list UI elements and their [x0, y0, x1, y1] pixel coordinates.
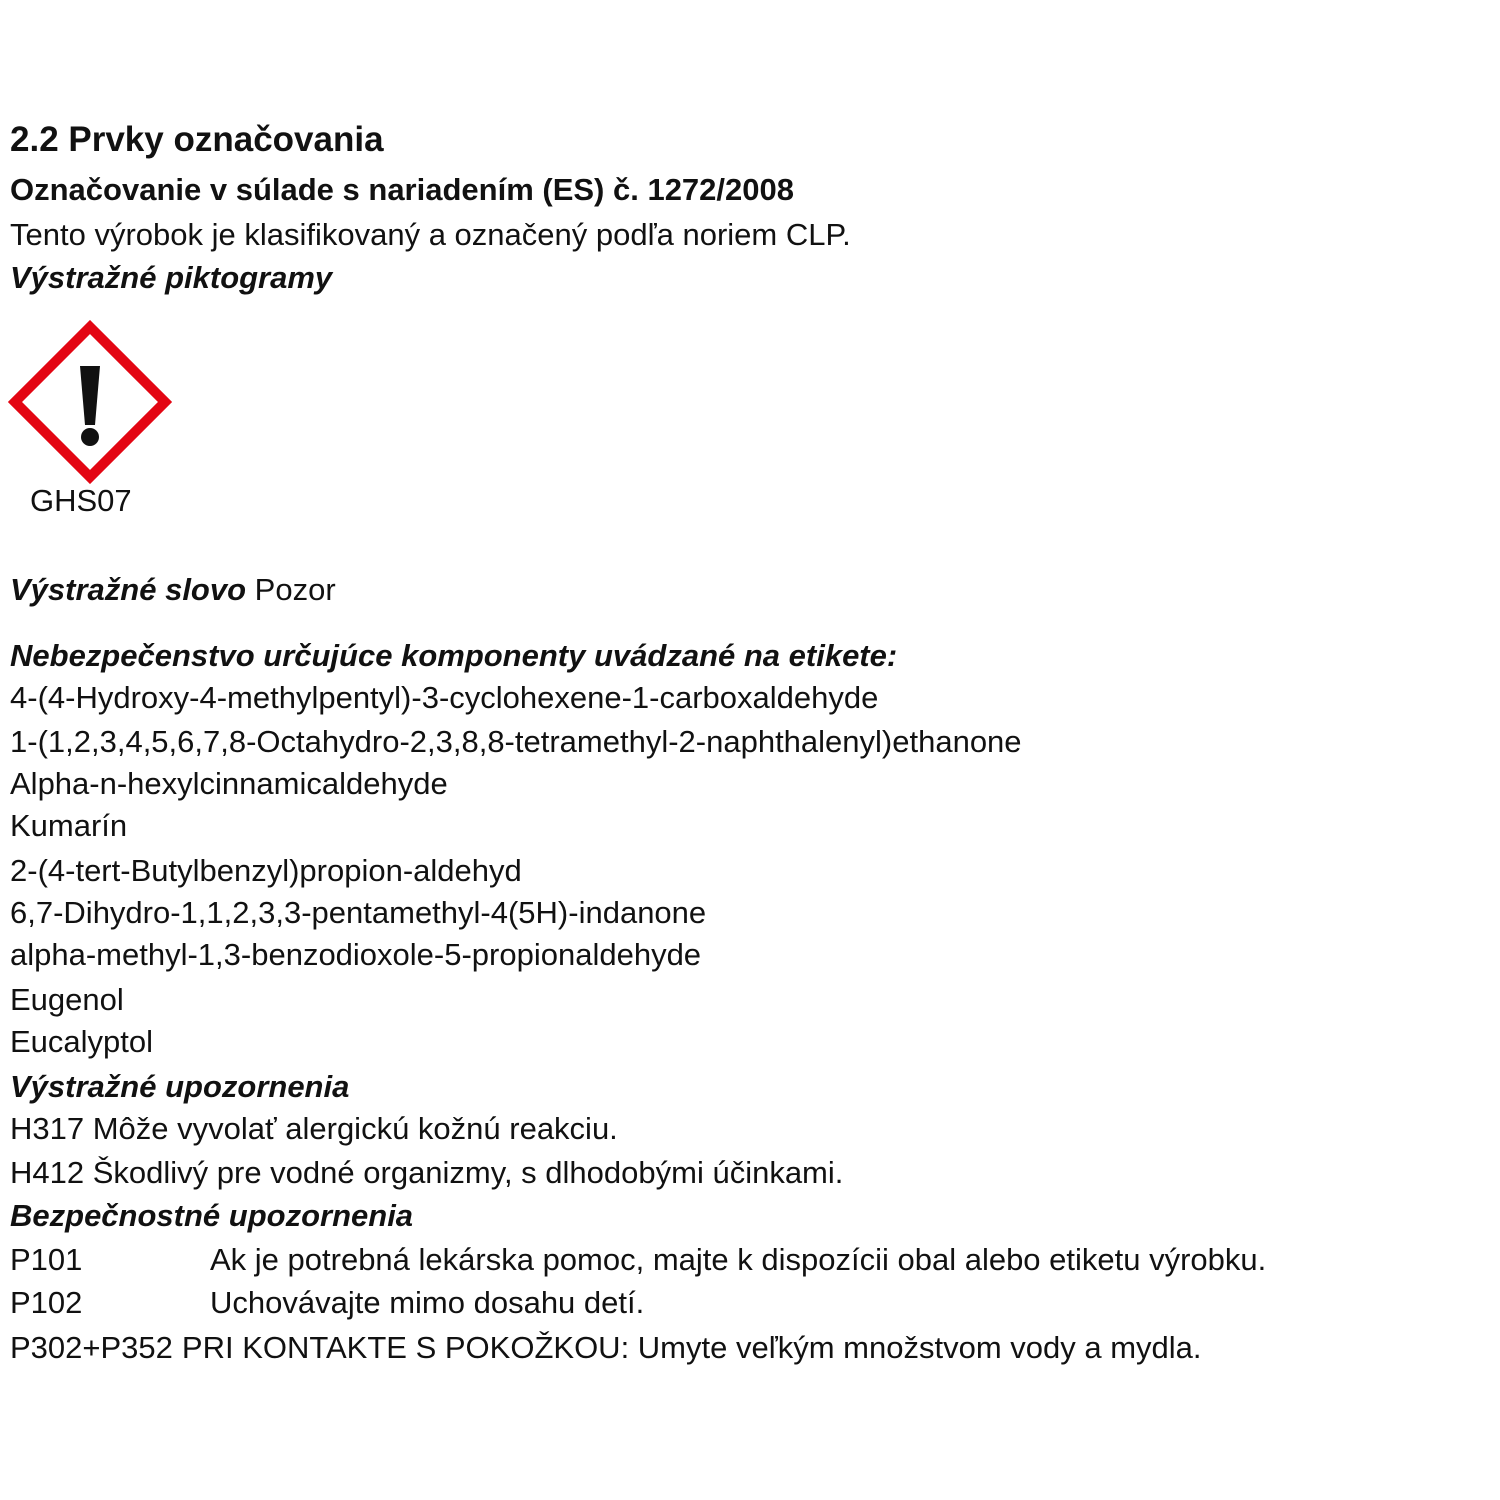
component-item: 2-(4-tert-Butylbenzyl)propion-aldehyd — [10, 853, 522, 888]
precautionary-code: P302+P352 — [10, 1330, 173, 1365]
section-subtitle: Označovanie v súlade s nariadením (ES) č. 1272/2008 — [10, 172, 794, 207]
pictograms-heading: Výstražné piktogramy — [10, 260, 333, 295]
component-item: 6,7-Dihydro-1,1,2,3,3-pentamethyl-4(5H)-indanone — [10, 895, 707, 930]
signal-word-label: Výstražné slovo — [10, 572, 247, 607]
pictogram-code: GHS07 — [30, 483, 132, 518]
component-item: 4-(4-Hydroxy-4-methylpentyl)-3-cyclohexene-1-carboxaldehyde — [10, 680, 879, 715]
precautionary-row — [10, 1328, 1202, 1368]
exclamation-dot — [81, 428, 99, 446]
component-item: 1-(1,2,3,4,5,6,7,8-Octahydro-2,3,8,8-tetramethyl-2-naphthalenyl)ethanone — [10, 724, 1022, 759]
component-item: Alpha-n-hexylcinnamicaldehyde — [10, 766, 448, 801]
component-item: Eugenol — [10, 982, 124, 1017]
hazard-statements-heading: Výstražné upozornenia — [10, 1069, 350, 1104]
precautionary-row — [10, 1283, 644, 1323]
precautionary-code: P101 — [10, 1242, 83, 1277]
hazard-statement: H412 Škodlivý pre vodné organizmy, s dlhodobými účinkami. — [10, 1155, 844, 1190]
precautionary-text: Uchovávajte mimo dosahu detí. — [210, 1285, 645, 1320]
precautionary-text: Ak je potrebná lekárska pomoc, majte k dispozícii obal alebo etiketu výrobku. — [210, 1242, 1267, 1277]
component-item: Eucalyptol — [10, 1024, 154, 1059]
precautionary-row — [10, 1240, 1266, 1280]
ghs07-exclamation-mark-icon — [8, 320, 172, 484]
signal-word-row — [10, 570, 336, 610]
signal-word-value: Pozor — [254, 572, 336, 607]
intro-text: Tento výrobok je klasifikovaný a označený podľa noriem CLP. — [10, 217, 851, 252]
section-title: 2.2 Prvky označovania — [10, 120, 384, 159]
precautionary-code: P102 — [10, 1285, 83, 1320]
component-item: Kumarín — [10, 808, 128, 843]
precautionary-heading: Bezpečnostné upozornenia — [10, 1198, 414, 1233]
hazard-statement: H317 Môže vyvolať alergickú kožnú reakciu. — [10, 1111, 618, 1146]
precautionary-text: PRI KONTAKTE S POKOŽKOU: Umyte veľkým množstvom vody a mydla. — [181, 1330, 1202, 1365]
component-item: alpha-methyl-1,3-benzodioxole-5-propionaldehyde — [10, 937, 702, 972]
components-heading: Nebezpečenstvo určujúce komponenty uvádzané na etikete: — [10, 638, 898, 673]
